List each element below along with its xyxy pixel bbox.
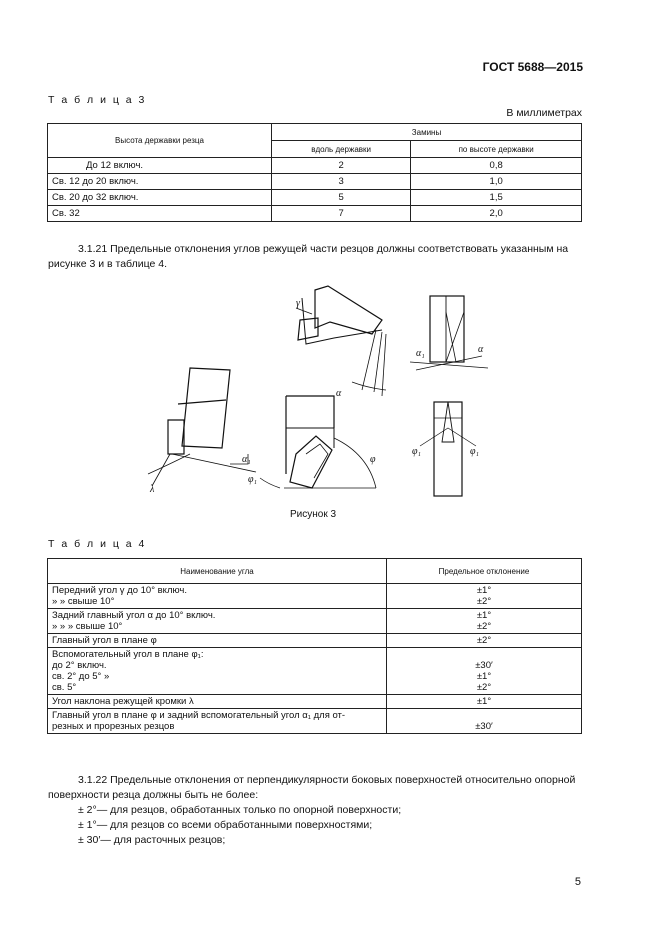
label-phi1-center: φ₁ [248,474,258,485]
table-row [48,648,582,695]
table3-head-height: Высота державки резца [48,124,272,158]
table4-cell-value: ±1° ±2° [387,609,582,634]
figure-caption: Рисунок 3 [290,509,337,520]
table4-cell-value: ±2° [387,634,582,648]
center-insert-shape [290,436,332,488]
table3-cell-vertical: 2,0 [411,206,582,222]
right-bottom-tip [442,402,454,442]
table-row [48,695,582,709]
paragraph-3-1-22-item: ± 1°— для резцов со всеми обработанными поверхностями; [78,819,373,831]
table3-cell-along: 7 [272,206,411,222]
table3-cell-height: Св. 32 [48,206,272,222]
table3-cell-vertical: 1,5 [411,190,582,206]
table4-cell-name: Главный угол в плане φ и задний вспомогательный угол α₁ для от- резных и прорезных резцов [48,709,387,734]
table-row [48,174,582,190]
label-gamma: γ [296,298,300,309]
table4-cell-value: ±1° [387,695,582,709]
phi1-arc-left [260,478,280,488]
alpha-line-3 [382,334,386,396]
right-top-dividers [430,296,446,362]
table4-caption: Т а б л и ц а 4 [48,538,147,550]
table3-caption: Т а б л и ц а 3 [48,94,147,106]
table3-cell-height: До 12 включ. [48,158,272,174]
paragraph-3-1-21: 3.1.21 Предельные отклонения углов режущей части резцов должны соответствовать указанным на рисунке 3 и в таблице 4. [48,243,569,270]
table3-cell-along: 5 [272,190,411,206]
table3 [47,123,582,222]
table3-cell-height: Св. 20 до 32 включ. [48,190,272,206]
label-lambda: λ [150,484,155,495]
table4-cell-name: Задний главный угол α до 10° включ. » » » свыше 10° [48,609,387,634]
center-holder-shape [286,396,334,474]
label-alpha1-right: α₁ [416,348,425,359]
figure-3-drawing [130,278,510,504]
table-row [48,634,582,648]
table3-cell-vertical: 0,8 [411,158,582,174]
label-phi1-right-a: φ₁ [412,446,422,457]
label-phi: φ [370,454,376,465]
top-head-shape [315,286,382,334]
right-bottom-block [434,402,462,496]
table4-head-name: Наименование угла [48,559,387,584]
label-alpha1-left: α₁ [242,454,251,465]
table-row [48,190,582,206]
table4-cell-name: Передний угол γ до 10° включ. » » свыше 10° [48,584,387,609]
table4-cell-value: ±30′ [387,709,582,734]
table4-cell-name: Вспомогательный угол в плане φ₁: до 2° включ. св. 2° до 5° » св. 5° [48,648,387,695]
table4-cell-name: Угол наклона режущей кромки λ [48,695,387,709]
left-holder-shape [182,368,230,448]
table3-cell-vertical: 1,0 [411,174,582,190]
right-bottom-ledge [434,418,462,428]
table4-cell-name: Главный угол в плане φ [48,634,387,648]
table-row [48,206,582,222]
table4-cell-value: ±30′ ±1° ±2° [387,648,582,695]
table4-head-tolerance: Предельное отклонение [387,559,582,584]
table3-head-along: вдоль державки [272,141,411,158]
table-row [48,158,582,174]
paragraph-3-1-22: 3.1.22 Предельные отклонения от перпендикулярности боковых поверхностей относительно опорной поверхности резца должны быть не более: [48,774,576,801]
table3-units: В миллиметрах [506,107,582,119]
table3-head-group: Замины [272,124,582,141]
table4-cell-value: ±1° ±2° [387,584,582,609]
left-tip-shape [168,420,184,454]
table-row [48,709,582,734]
document-header: ГОСТ 5688—2015 [482,60,583,74]
right-top-diagonals [446,312,464,362]
table3-cell-along: 3 [272,174,411,190]
alpha-line-2 [374,332,382,392]
page-number: 5 [574,876,581,888]
table4 [47,558,582,734]
left-lambda-line [152,454,170,486]
alpha-arc [352,382,386,390]
table3-cell-along: 2 [272,158,411,174]
table3-cell-height: Св. 12 до 20 включ. [48,174,272,190]
table-row [48,609,582,634]
label-phi1-right-b: φ₁ [470,446,480,457]
right-bottom-phi1-lines [420,428,476,446]
lambda-arc [148,454,190,474]
left-holder-edge [178,400,226,404]
paragraph-3-1-22-item: ± 30′— для расточных резцов; [78,834,226,846]
right-top-block [430,296,464,362]
table-row [48,584,582,609]
label-alpha-top: α [336,388,342,399]
label-alpha-right: α [478,344,484,355]
table3-head-vertical: по высоте державки [411,141,582,158]
alpha-line-1 [362,330,376,390]
center-insert-inner [306,444,328,478]
paragraph-3-1-22-item: ± 2°— для резцов, обработанных только по опорной поверхности; [78,804,402,816]
